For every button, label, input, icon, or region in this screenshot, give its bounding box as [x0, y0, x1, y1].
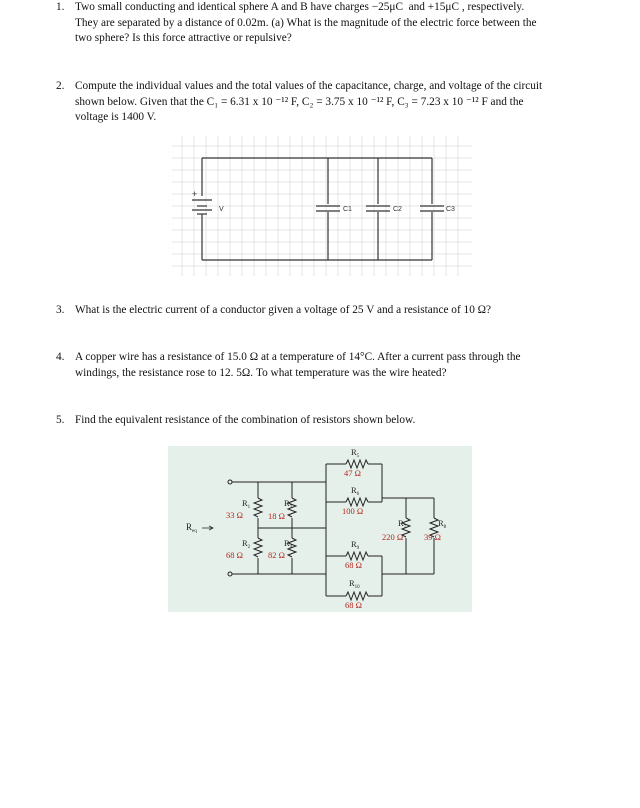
- r6-value: 100 Ω: [342, 506, 364, 516]
- req-subscript: eq: [192, 529, 197, 534]
- capacitor-c1-symbol: [316, 206, 340, 211]
- r5-value: 47 Ω: [344, 468, 361, 478]
- question-line: Compute the individual values and the total values of the capacitance, charge, and voltage of the circuit: [75, 80, 543, 92]
- question-number: 1.: [56, 1, 65, 13]
- r3-name: $R_3$: [284, 498, 293, 510]
- question-5: [56, 413, 604, 429]
- question-line: A copper wire has a resistance of 15.0 Ω at a temperature of 14°C. After a current pass through the: [75, 351, 521, 363]
- question-number: 2.: [56, 80, 65, 92]
- capacitor-c1-label: C1: [343, 206, 352, 213]
- r9-name: $R_9$: [351, 539, 360, 551]
- question-line: windings, the resistance rose to 12. 5Ω. To what temperature was the wire heated?: [75, 366, 447, 379]
- r8-value: 39 Ω: [424, 532, 441, 542]
- question-3: [56, 303, 604, 319]
- capacitor-c3-symbol: [420, 206, 444, 211]
- battery-symbol: [192, 200, 212, 214]
- question-number: 4.: [56, 351, 65, 363]
- question-number: 5.: [56, 414, 65, 426]
- r8-name: $R_8$: [438, 518, 447, 530]
- r5-name: $R_5$: [351, 447, 360, 459]
- question-2: [56, 79, 604, 126]
- r1-value: 33 Ω: [226, 510, 243, 520]
- capacitor-c3-label: C3: [446, 206, 455, 213]
- r10-value: 68 Ω: [345, 600, 362, 610]
- question-1: [56, 0, 604, 47]
- battery-plus-sign: +: [192, 189, 198, 199]
- r4-name: $R_4$: [284, 538, 293, 550]
- r2-name: $R_2$: [242, 538, 251, 550]
- r2-value: 68 Ω: [226, 550, 243, 560]
- r7-value: 220 Ω: [382, 532, 404, 542]
- r3-value: 18 Ω: [268, 511, 285, 521]
- question-line: Two small conducting and identical sphere A and B have charges −25μC and +15μC , respectively.: [75, 1, 525, 13]
- r7-name: $R_7$: [398, 518, 407, 530]
- question-line: They are separated by a distance of 0.02m. (a) What is the magnitude of the electric force between the: [75, 16, 537, 29]
- figure-background: [168, 446, 472, 612]
- voltage-source-label: V: [219, 206, 224, 213]
- question-line: voltage is 1400 V.: [75, 111, 157, 123]
- r1-name: $R_1$: [242, 498, 251, 510]
- resistor-circuit-diagram: [168, 446, 472, 612]
- capacitor-c2-label: C2: [393, 206, 402, 213]
- r4-value: 82 Ω: [268, 550, 285, 560]
- question-4: [56, 350, 604, 381]
- question-line: shown below. Given that the C₁ = 6.31 x 10 ⁻¹² F, C₂ = 3.75 x 10 ⁻¹² F, C₃ = 7.23 x 10 ⁻¹² F and the: [75, 95, 524, 108]
- question-line: What is the electric current of a conductor given a voltage of 25 V and a resistance of 10 Ω?: [75, 304, 492, 316]
- capacitor-circuit-diagram: [172, 136, 472, 276]
- question-line: Find the equivalent resistance of the combination of resistors shown below.: [75, 414, 416, 426]
- r10-name: $R_{10}$: [349, 578, 360, 590]
- question-number: 3.: [56, 304, 65, 316]
- question-line: two sphere? Is this force attractive or repulsive?: [75, 32, 292, 44]
- req-letter: R: [186, 522, 193, 532]
- r6-name: $R_6$: [351, 485, 360, 497]
- r9-value: 68 Ω: [345, 560, 362, 570]
